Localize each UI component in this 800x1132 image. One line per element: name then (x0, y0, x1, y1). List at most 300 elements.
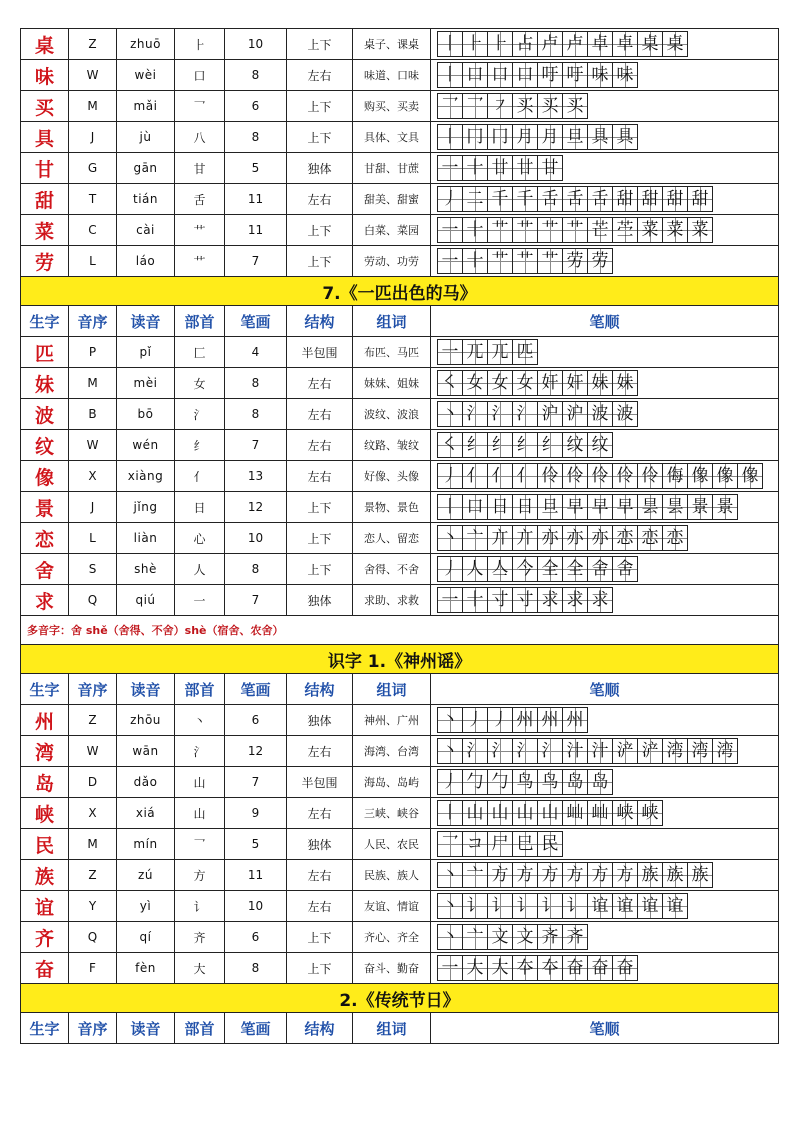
stroke-box (612, 800, 638, 826)
stroke-glyph: 早 (566, 497, 584, 517)
stroke-box (462, 707, 488, 733)
initial-cell: Y (69, 891, 117, 922)
stroke-box (662, 738, 688, 764)
stroke-glyph: 甜 (666, 189, 684, 209)
stroke-glyph: 岛 (591, 772, 609, 792)
stroke-glyph: 湾 (691, 741, 709, 761)
stroke-box (487, 93, 513, 119)
pinyin-cell: mèi (117, 368, 175, 399)
section-title: 7.《一匹出色的马》 (21, 277, 779, 306)
stroke-box (612, 370, 638, 396)
stroke-box (612, 463, 638, 489)
pinyin-cell: bō (117, 399, 175, 430)
stroke-box (587, 432, 613, 458)
words-cell: 味道、口味 (353, 60, 431, 91)
stroke-glyph: 甜 (641, 189, 659, 209)
table-row (21, 922, 779, 953)
stroke-box (587, 738, 613, 764)
stroke-glyph: 寸 (491, 590, 509, 610)
stroke-glyph: 劳 (566, 251, 584, 271)
radical-cell: ⺊ (175, 29, 225, 60)
stroke-box (587, 124, 613, 150)
words-cell: 具体、文具 (353, 122, 431, 153)
initial-cell: B (69, 399, 117, 430)
strokes-cell: 8 (225, 554, 287, 585)
stroke-box (487, 738, 513, 764)
stroke-box (487, 248, 513, 274)
stroke-glyph: 屾 (591, 803, 609, 823)
stroke-glyph: 千 (491, 189, 509, 209)
stroke-box (587, 955, 613, 981)
stroke-glyph: 亻 (516, 466, 534, 486)
stroke-box (612, 494, 638, 520)
stroke-box (587, 862, 613, 888)
words-cell: 奋斗、勤奋 (353, 953, 431, 984)
stroke-box (612, 401, 638, 427)
stroke-box (562, 800, 588, 826)
stroke-box (537, 155, 563, 181)
stroke-glyph: 兀 (491, 342, 509, 362)
pinyin-cell: xiàng (117, 461, 175, 492)
stroke-box (437, 31, 463, 57)
column-header: 生字 (21, 1013, 69, 1044)
stroke-box (737, 463, 763, 489)
stroke-glyph: 卓 (616, 34, 634, 54)
stroke-glyph: 卓 (591, 34, 609, 54)
table-row (21, 767, 779, 798)
stroke-glyph: 波 (591, 404, 609, 424)
stroke-glyph: 汁 (566, 741, 584, 761)
stroke-glyph: 方 (591, 865, 609, 885)
words-cell: 友谊、情谊 (353, 891, 431, 922)
character-cell: 甘 (21, 153, 69, 184)
stroke-glyph: 卢 (541, 34, 559, 54)
stroke-glyph: 口 (466, 497, 484, 517)
structure-cell: 左右 (287, 736, 353, 767)
polyphone-note: 多音字：舍 shě（舍得、不舍）shè（宿舍、农舍） (21, 616, 779, 645)
stroke-glyph: 妹 (591, 373, 609, 393)
stroke-box (512, 463, 538, 489)
stroke-box (537, 494, 563, 520)
table-row (21, 829, 779, 860)
stroke-glyph: 丶 (441, 741, 459, 761)
stroke-glyph: 口 (466, 65, 484, 85)
pinyin-cell: zhōu (117, 705, 175, 736)
stroke-box (637, 862, 663, 888)
stroke-glyph: 艹 (491, 251, 509, 271)
stroke-box (437, 463, 463, 489)
character-cell: 像 (21, 461, 69, 492)
structure-cell: 独体 (287, 705, 353, 736)
pinyin-cell: liàn (117, 523, 175, 554)
table-row (21, 60, 779, 91)
stroke-box (462, 769, 488, 795)
stroke-glyph: 州 (541, 710, 559, 730)
words-cell: 好像、头像 (353, 461, 431, 492)
stroke-box (512, 955, 538, 981)
stroke-box (537, 525, 563, 551)
radical-cell: 一 (175, 585, 225, 616)
stroke-glyph: 艹 (516, 251, 534, 271)
stroke-order-cell (431, 829, 779, 860)
strokes-cell: 6 (225, 705, 287, 736)
stroke-glyph: 纹 (566, 435, 584, 455)
stroke-glyph: 月 (541, 127, 559, 147)
radical-cell: 心 (175, 523, 225, 554)
stroke-glyph: 求 (566, 590, 584, 610)
radical-cell: 乛 (175, 91, 225, 122)
radical-cell: 艹 (175, 215, 225, 246)
pinyin-cell: yì (117, 891, 175, 922)
stroke-glyph: 大 (491, 958, 509, 978)
column-header: 笔画 (225, 306, 287, 337)
strokes-cell: 10 (225, 29, 287, 60)
stroke-box (437, 155, 463, 181)
stroke-box (687, 738, 713, 764)
stroke-box (562, 525, 588, 551)
stroke-box (537, 248, 563, 274)
initial-cell: Z (69, 29, 117, 60)
initial-cell: Z (69, 705, 117, 736)
table-row (21, 705, 779, 736)
stroke-box (512, 769, 538, 795)
stroke-glyph: 方 (541, 865, 559, 885)
stroke-box (512, 862, 538, 888)
stroke-box (687, 186, 713, 212)
strokes-cell: 12 (225, 492, 287, 523)
stroke-box (587, 800, 613, 826)
strokes-cell: 10 (225, 523, 287, 554)
stroke-glyph: 屾 (566, 803, 584, 823)
stroke-box (587, 370, 613, 396)
pinyin-cell: tián (117, 184, 175, 215)
initial-cell: Q (69, 585, 117, 616)
stroke-glyph: 伶 (641, 466, 659, 486)
stroke-box (462, 800, 488, 826)
table-row (21, 953, 779, 984)
stroke-glyph: 勹 (491, 772, 509, 792)
stroke-glyph: 甜 (691, 189, 709, 209)
radical-cell: 人 (175, 554, 225, 585)
stroke-box (462, 525, 488, 551)
structure-cell: 上下 (287, 953, 353, 984)
words-cell: 舍得、不舍 (353, 554, 431, 585)
stroke-glyph: 纟 (491, 435, 509, 455)
stroke-box (437, 432, 463, 458)
stroke-order-cell (431, 60, 779, 91)
structure-cell: 独体 (287, 153, 353, 184)
stroke-glyph: 买 (516, 96, 534, 116)
stroke-box (562, 556, 588, 582)
stroke-order-cell (431, 122, 779, 153)
stroke-glyph: 丶 (441, 710, 459, 730)
stroke-order-cell (431, 246, 779, 277)
stroke-glyph: 占 (516, 34, 534, 54)
stroke-box (637, 525, 663, 551)
stroke-box (487, 769, 513, 795)
stroke-glyph: 月 (516, 127, 534, 147)
column-header: 读音 (117, 1013, 175, 1044)
stroke-glyph: ⺊ (466, 34, 484, 54)
stroke-box (562, 893, 588, 919)
stroke-box (537, 401, 563, 427)
pinyin-cell: zú (117, 860, 175, 891)
column-header: 结构 (287, 1013, 353, 1044)
stroke-box (487, 525, 513, 551)
words-cell: 神州、广州 (353, 705, 431, 736)
initial-cell: J (69, 122, 117, 153)
character-cell: 求 (21, 585, 69, 616)
stroke-box (562, 432, 588, 458)
column-header: 笔顺 (431, 1013, 779, 1044)
stroke-glyph: 景 (716, 497, 734, 517)
stroke-glyph: 亼 (491, 559, 509, 579)
stroke-glyph: 景 (691, 497, 709, 517)
stroke-glyph: 亦 (591, 528, 609, 548)
column-header: 结构 (287, 674, 353, 705)
strokes-cell: 6 (225, 91, 287, 122)
stroke-glyph: 谊 (666, 896, 684, 916)
stroke-box (512, 738, 538, 764)
stroke-box (612, 893, 638, 919)
stroke-box (562, 370, 588, 396)
words-cell: 甜美、甜蜜 (353, 184, 431, 215)
stroke-box (487, 186, 513, 212)
stroke-glyph: 十 (466, 590, 484, 610)
character-cell: 峡 (21, 798, 69, 829)
stroke-glyph: 亠 (466, 865, 484, 885)
stroke-glyph: 方 (566, 865, 584, 885)
stroke-glyph: 巳 (516, 834, 534, 854)
radical-cell: 匚 (175, 337, 225, 368)
strokes-cell: 8 (225, 60, 287, 91)
structure-cell: 上下 (287, 122, 353, 153)
stroke-box (437, 339, 463, 365)
words-cell: 劳动、功劳 (353, 246, 431, 277)
stroke-box (512, 494, 538, 520)
stroke-box (487, 955, 513, 981)
stroke-box (562, 401, 588, 427)
stroke-box (462, 186, 488, 212)
radical-cell: 乛 (175, 829, 225, 860)
character-cell: 恋 (21, 523, 69, 554)
stroke-glyph: 沪 (566, 404, 584, 424)
structure-cell: 半包围 (287, 337, 353, 368)
stroke-glyph: 亻 (491, 466, 509, 486)
character-cell: 齐 (21, 922, 69, 953)
stroke-glyph: 兀 (466, 342, 484, 362)
stroke-box (562, 186, 588, 212)
stroke-box (512, 155, 538, 181)
stroke-glyph: 桌 (666, 34, 684, 54)
stroke-glyph: 味 (616, 65, 634, 85)
stroke-glyph: 夲 (541, 958, 559, 978)
radical-cell: 齐 (175, 922, 225, 953)
stroke-glyph: 山 (516, 803, 534, 823)
stroke-box (612, 217, 638, 243)
stroke-box (462, 893, 488, 919)
stroke-box (562, 463, 588, 489)
stroke-box (462, 370, 488, 396)
strokes-cell: 7 (225, 430, 287, 461)
stroke-glyph: 山 (466, 803, 484, 823)
pinyin-cell: fèn (117, 953, 175, 984)
stroke-box (537, 707, 563, 733)
stroke-order-cell (431, 523, 779, 554)
stroke-box (662, 494, 688, 520)
stroke-glyph: 丶 (441, 896, 459, 916)
stroke-box (437, 62, 463, 88)
stroke-box (462, 831, 488, 857)
stroke-box (587, 401, 613, 427)
stroke-box (587, 893, 613, 919)
column-header: 组词 (353, 674, 431, 705)
table-row (21, 29, 779, 60)
stroke-glyph: 女 (516, 373, 534, 393)
stroke-glyph: 具 (616, 127, 634, 147)
structure-cell: 左右 (287, 399, 353, 430)
stroke-glyph: 讠 (466, 896, 484, 916)
stroke-box (487, 494, 513, 520)
stroke-order-cell (431, 554, 779, 585)
stroke-glyph: ⺊ (491, 34, 509, 54)
radical-cell: 大 (175, 953, 225, 984)
pinyin-cell: pǐ (117, 337, 175, 368)
stroke-box (487, 432, 513, 458)
strokes-cell: 12 (225, 736, 287, 767)
stroke-box (487, 893, 513, 919)
stroke-order-cell (431, 461, 779, 492)
stroke-box (687, 862, 713, 888)
stroke-glyph: 冂 (466, 127, 484, 147)
stroke-box (462, 31, 488, 57)
stroke-glyph: 买 (566, 96, 584, 116)
stroke-glyph: 味 (591, 65, 609, 85)
structure-cell: 上下 (287, 922, 353, 953)
radical-cell: 纟 (175, 430, 225, 461)
stroke-glyph: 峡 (641, 803, 659, 823)
stroke-box (537, 893, 563, 919)
stroke-box (637, 800, 663, 826)
character-cell: 奋 (21, 953, 69, 984)
stroke-box (637, 463, 663, 489)
strokes-cell: 6 (225, 922, 287, 953)
stroke-order-cell (431, 368, 779, 399)
words-cell: 海岛、岛屿 (353, 767, 431, 798)
table-row (21, 798, 779, 829)
structure-cell: 左右 (287, 184, 353, 215)
stroke-glyph: 亠 (466, 528, 484, 548)
pinyin-cell: shè (117, 554, 175, 585)
words-cell: 波纹、波浪 (353, 399, 431, 430)
stroke-box (437, 494, 463, 520)
structure-cell: 左右 (287, 368, 353, 399)
stroke-box (537, 556, 563, 582)
stroke-glyph: 艹 (491, 220, 509, 240)
stroke-box (462, 217, 488, 243)
stroke-glyph: 一 (441, 220, 459, 240)
stroke-glyph: 浐 (641, 741, 659, 761)
stroke-box (462, 155, 488, 181)
stroke-glyph: 十 (466, 220, 484, 240)
stroke-box (512, 707, 538, 733)
table-row (21, 184, 779, 215)
stroke-box (437, 370, 463, 396)
stroke-box (637, 893, 663, 919)
stroke-glyph: ㇛ (441, 435, 459, 455)
initial-cell: T (69, 184, 117, 215)
stroke-glyph: 亦 (541, 528, 559, 548)
strokes-cell: 13 (225, 461, 287, 492)
initial-cell: Z (69, 860, 117, 891)
stroke-box (487, 370, 513, 396)
words-cell: 甘甜、甘蔗 (353, 153, 431, 184)
stroke-box (637, 186, 663, 212)
stroke-box (612, 124, 638, 150)
stroke-glyph: 纟 (541, 435, 559, 455)
stroke-box (612, 955, 638, 981)
stroke-box (562, 924, 588, 950)
stroke-box (587, 31, 613, 57)
stroke-glyph: 卢 (566, 34, 584, 54)
stroke-glyph: 氵 (516, 741, 534, 761)
stroke-box (512, 248, 538, 274)
stroke-box (462, 494, 488, 520)
stroke-glyph: 侮 (666, 466, 684, 486)
structure-cell: 上下 (287, 29, 353, 60)
initial-cell: M (69, 829, 117, 860)
stroke-glyph: 伶 (541, 466, 559, 486)
stroke-glyph: 妹 (616, 373, 634, 393)
stroke-box (512, 93, 538, 119)
stroke-box (562, 62, 588, 88)
stroke-box (537, 955, 563, 981)
stroke-box (437, 707, 463, 733)
strokes-cell: 5 (225, 153, 287, 184)
words-cell: 人民、农民 (353, 829, 431, 860)
stroke-box (662, 31, 688, 57)
stroke-box (512, 587, 538, 613)
stroke-glyph: 齐 (541, 927, 559, 947)
character-cell: 纹 (21, 430, 69, 461)
stroke-glyph: 丨 (441, 803, 459, 823)
strokes-cell: 11 (225, 184, 287, 215)
character-cell: 舍 (21, 554, 69, 585)
stroke-box (537, 370, 563, 396)
stroke-glyph: 亣 (516, 528, 534, 548)
stroke-box (437, 831, 463, 857)
initial-cell: P (69, 337, 117, 368)
stroke-glyph: 口 (516, 65, 534, 85)
stroke-box (437, 124, 463, 150)
stroke-box (462, 62, 488, 88)
stroke-order-cell (431, 153, 779, 184)
table-row (21, 215, 779, 246)
stroke-box (612, 62, 638, 88)
structure-cell: 左右 (287, 891, 353, 922)
stroke-glyph: 菜 (666, 220, 684, 240)
pinyin-cell: wèi (117, 60, 175, 91)
character-cell: 具 (21, 122, 69, 153)
stroke-glyph: 旦 (541, 497, 559, 517)
stroke-box (537, 186, 563, 212)
stroke-box (462, 432, 488, 458)
stroke-glyph: 丶 (441, 528, 459, 548)
words-cell: 桌子、课桌 (353, 29, 431, 60)
stroke-glyph: 口 (491, 65, 509, 85)
stroke-box (462, 401, 488, 427)
stroke-box (687, 217, 713, 243)
